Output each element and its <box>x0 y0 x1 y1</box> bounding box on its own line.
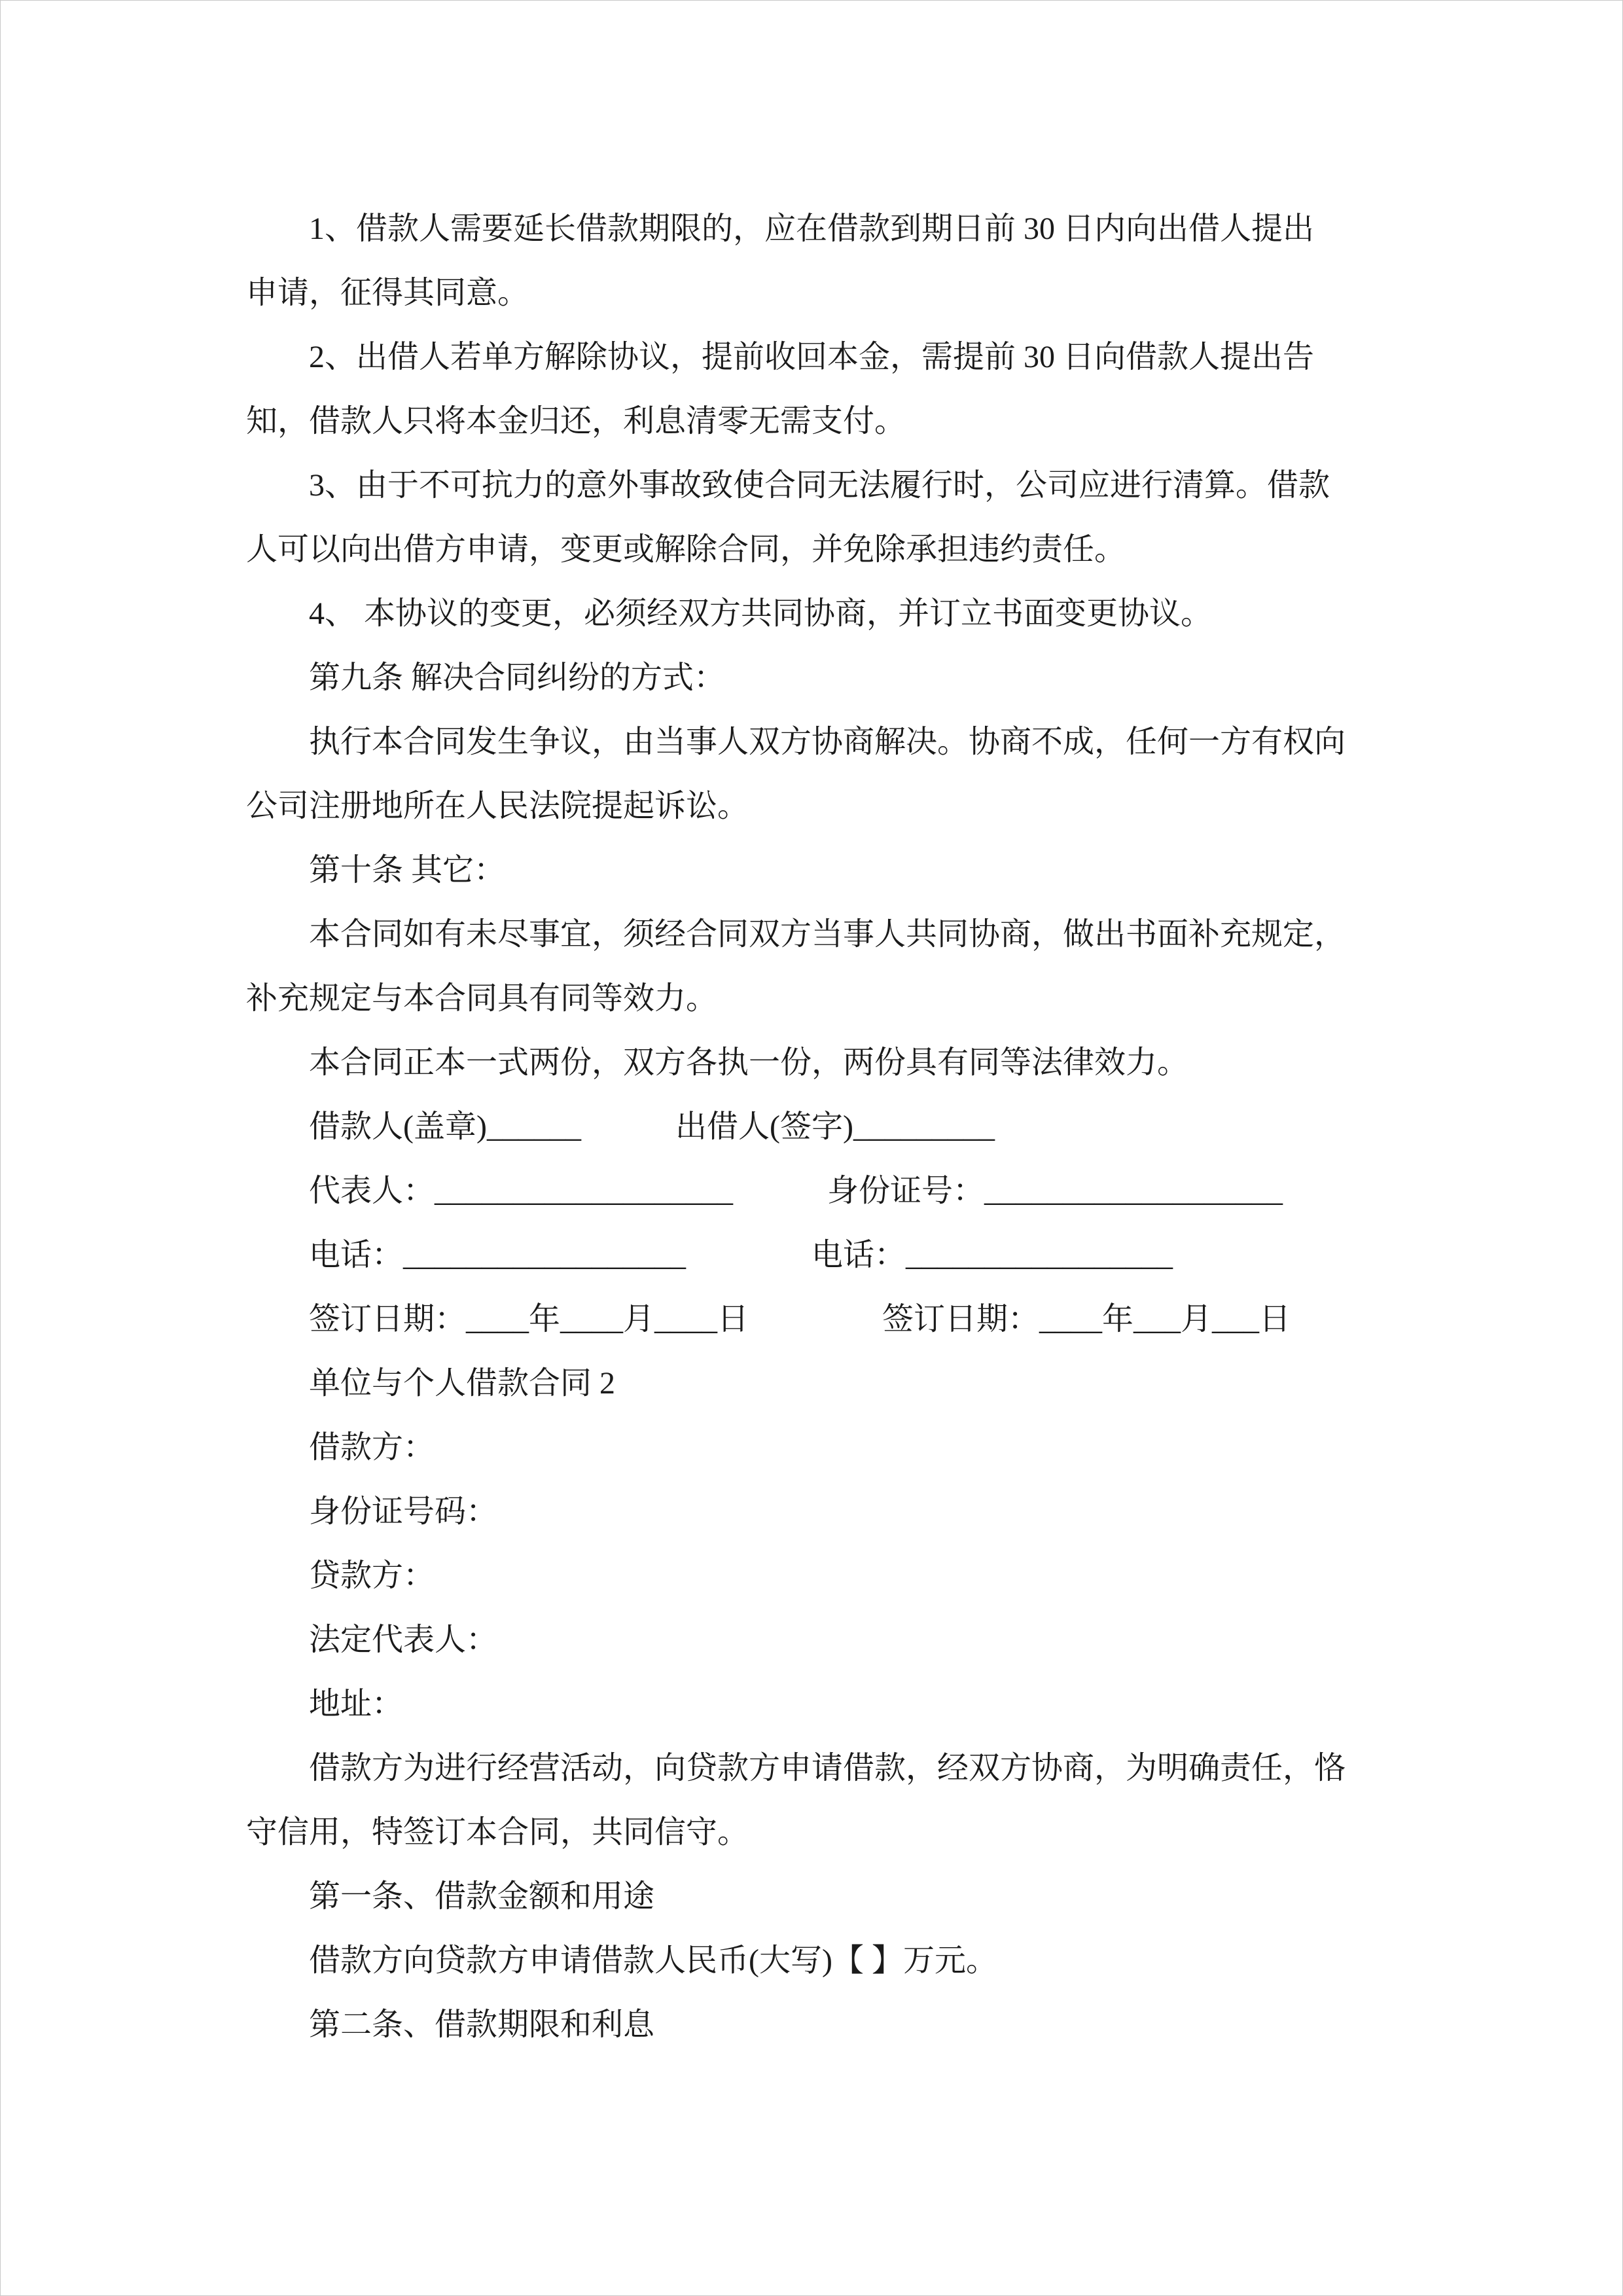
text-line: 知，借款人只将本金归还，利息清零无需支付。 <box>246 404 906 439</box>
text-line: 第一条、借款金额和用途 <box>309 1879 655 1914</box>
text-line: 第二条、借款期限和利息 <box>309 2007 655 2042</box>
text-line: 3、由于不可抗力的意外事故致使合同无法履行时，公司应进行清算。借款 <box>309 468 1330 503</box>
text-line: 贷款方： <box>309 1558 435 1593</box>
text-line: 守信用，特签订本合同，共同信守。 <box>246 1815 749 1850</box>
text-line: 法定代表人： <box>309 1623 498 1657</box>
text-line: 1、借款人需要延长借款期限的，应在借款到期日前 30 日内向出借人提出 <box>309 211 1315 246</box>
text-line: 签订日期：____年____月____日 签订日期：____年___月___日 <box>309 1302 1291 1336</box>
text-line: 第九条 解决合同纠纷的方式： <box>309 660 726 695</box>
text-line: 本合同正本一式两份，双方各执一份，两份具有同等法律效力。 <box>309 1045 1189 1080</box>
text-line: 补充规定与本合同具有同等效力。 <box>246 981 718 1016</box>
document-lines <box>246 197 1385 2057</box>
text-line: 借款方： <box>309 1430 435 1465</box>
text-line: 代表人：___________________ 身份证号：___________________ <box>309 1174 1283 1208</box>
text-line: 身份证号码： <box>309 1494 498 1529</box>
text-line: 人可以向出借方申请，变更或解除合同，并免除承担违约责任。 <box>246 532 1126 567</box>
text-line: 电话：__________________ 电话：_________________ <box>309 1238 1173 1272</box>
text-line: 4、 本协议的变更，必须经双方共同协商，并订立书面变更协议。 <box>309 596 1213 631</box>
text-line: 借款方为进行经营活动，向贷款方申请借款，经双方协商，为明确责任，恪 <box>309 1751 1346 1785</box>
text-line: 单位与个人借款合同 2 <box>309 1366 616 1401</box>
text-line: 申请，征得其同意。 <box>246 276 529 310</box>
text-line: 借款方向贷款方申请借款人民币(大写)【 】万元。 <box>309 1943 997 1978</box>
text-line: 执行本合同发生争议，由当事人双方协商解决。协商不成，任何一方有权向 <box>309 725 1346 759</box>
text-line: 借款人(盖章)______ 出借人(签字)_________ <box>309 1109 995 1144</box>
text-line: 地址： <box>309 1687 404 1721</box>
text-line: 2、出借人若单方解除协议，提前收回本金，需提前 30 日向借款人提出告 <box>309 340 1315 374</box>
text-line: 本合同如有未尽事宜，须经合同双方当事人共同协商，做出书面补充规定， <box>309 917 1346 952</box>
text-line: 公司注册地所在人民法院提起诉讼。 <box>246 789 749 823</box>
text-line: 第十条 其它： <box>309 853 506 888</box>
